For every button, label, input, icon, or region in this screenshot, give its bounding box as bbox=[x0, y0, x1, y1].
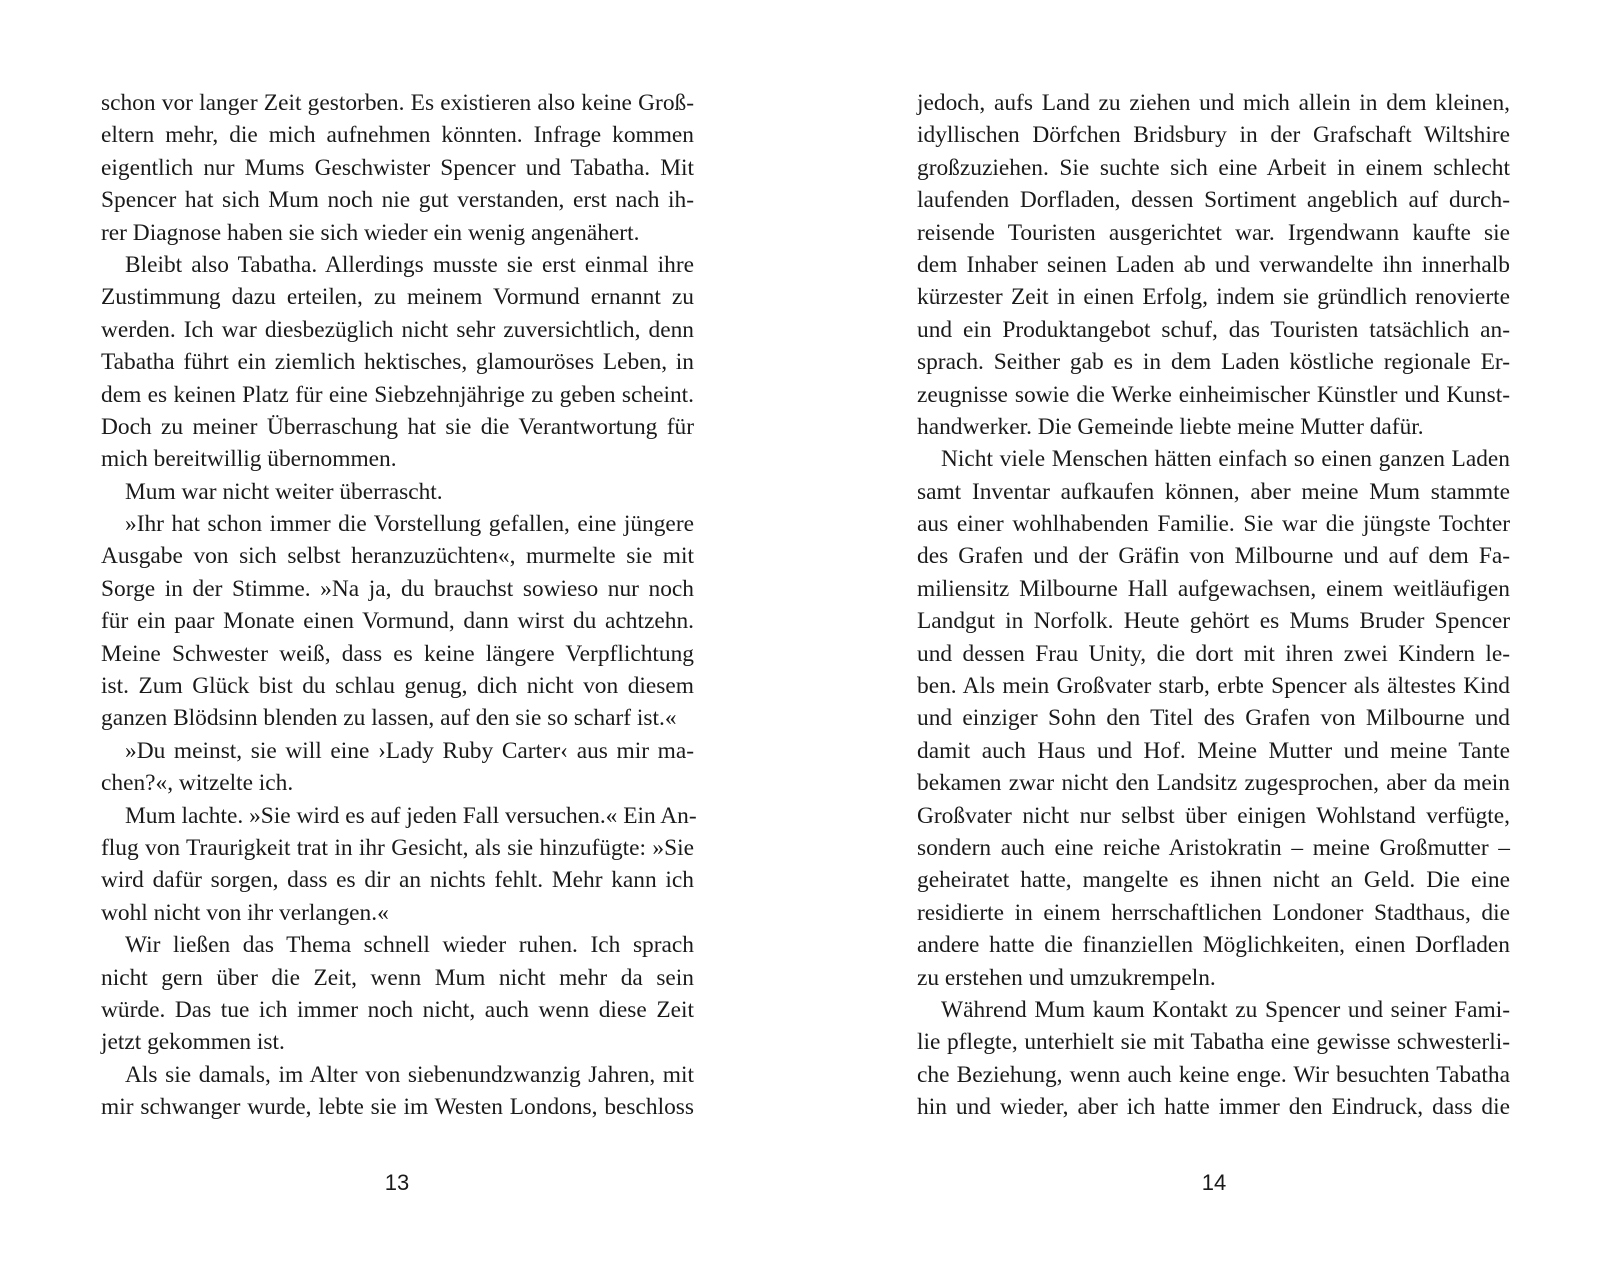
text-line: und ein Produktangebot schuf, das Touristen tatsächlich an- bbox=[917, 316, 1510, 343]
page-number: 14 bbox=[1201, 1170, 1227, 1195]
page-number: 13 bbox=[384, 1170, 410, 1195]
text-line: che Beziehung, wenn auch keine enge. Wir besuchten Tabatha bbox=[917, 1061, 1510, 1088]
text-line: würde. Das tue ich immer noch nicht, auch wenn diese Zeit bbox=[101, 996, 694, 1023]
text-line: werden. Ich war diesbezüglich nicht sehr zuversichtlich, denn bbox=[101, 316, 694, 343]
text-line: mir schwanger wurde, lebte sie im Westen Londons, beschloss bbox=[101, 1094, 694, 1121]
text-line: für ein paar Monate einen Vormund, dann wirst du achtzehn. bbox=[101, 608, 694, 635]
text-line: »Du meinst, sie will eine ›Lady Ruby Carter‹ aus mir ma- bbox=[125, 737, 694, 764]
text-line: zu erstehen und umzukrempeln. bbox=[917, 964, 1216, 991]
text-line: rer Diagnose haben sie sich wieder ein wenig angenähert. bbox=[101, 219, 640, 246]
text-line: laufenden Dorfladen, dessen Sortiment angeblich auf durch- bbox=[917, 187, 1510, 214]
text-line: damit auch Haus und Hof. Meine Mutter und meine Tante bbox=[917, 737, 1510, 764]
text-line: ben. Als mein Großvater starb, erbte Spencer als ältestes Kind bbox=[917, 673, 1510, 700]
text-line: Großvater nicht nur selbst über einigen Wohlstand verfügte, bbox=[917, 802, 1510, 829]
page-text bbox=[101, 87, 697, 1124]
page-text bbox=[917, 87, 1510, 1124]
text-line: jetzt gekommen ist. bbox=[101, 1029, 285, 1056]
text-line: Meine Schwester weiß, dass es keine längere Verpflichtung bbox=[101, 640, 694, 667]
text-line: Spencer hat sich Mum noch nie gut verstanden, erst nach ih- bbox=[101, 187, 694, 214]
text-line: Mum lachte. »Sie wird es auf jeden Fall versuchen.« Ein An- bbox=[125, 802, 697, 829]
text-line: wird dafür sorgen, dass es dir an nichts fehlt. Mehr kann ich bbox=[101, 867, 694, 894]
text-line: Während Mum kaum Kontakt zu Spencer und seiner Fami- bbox=[941, 996, 1510, 1023]
text-line: und einziger Sohn den Titel des Grafen von Milbourne und bbox=[917, 705, 1510, 732]
text-line: Mum war nicht weiter überrascht. bbox=[125, 478, 443, 505]
text-line: nicht gern über die Zeit, wenn Mum nicht mehr da sein bbox=[101, 964, 694, 991]
right-page bbox=[800, 0, 1600, 1274]
text-line: kürzester Zeit in einen Erfolg, indem sie gründlich renovierte bbox=[917, 284, 1510, 311]
text-line: sondern auch eine reiche Aristokratin – meine Großmutter – bbox=[917, 834, 1510, 861]
text-line: ganzen Blödsinn blenden zu lassen, auf den sie so scharf ist.« bbox=[101, 705, 677, 732]
text-line: ist. Zum Glück bist du schlau genug, dich nicht von diesem bbox=[101, 673, 694, 700]
text-line: »Ihr hat schon immer die Vorstellung gefallen, eine jüngere bbox=[125, 511, 694, 538]
text-line: Ausgabe von sich selbst heranzuzüchten«, murmelte sie mit bbox=[101, 543, 694, 570]
text-line: Bleibt also Tabatha. Allerdings musste sie erst einmal ihre bbox=[125, 251, 694, 278]
text-line: jedoch, aufs Land zu ziehen und mich allein in dem kleinen, bbox=[917, 90, 1510, 116]
text-line: und dessen Frau Unity, die dort mit ihren zwei Kindern le- bbox=[917, 640, 1510, 667]
text-line: lie pflegte, unterhielt sie mit Tabatha eine gewisse schwesterli- bbox=[917, 1029, 1510, 1056]
text-line: schon vor langer Zeit gestorben. Es existieren also keine Groß- bbox=[101, 90, 694, 116]
text-line: miliensitz Milbourne Hall aufgewachsen, einem weitläufigen bbox=[917, 575, 1510, 602]
text-line: handwerker. Die Gemeinde liebte meine Mutter dafür. bbox=[917, 413, 1424, 440]
text-line: Landgut in Norfolk. Heute gehört es Mums Bruder Spencer bbox=[917, 608, 1510, 635]
text-line: sprach. Seither gab es in dem Laden köstliche regionale Er- bbox=[917, 349, 1510, 376]
text-line: flug von Traurigkeit trat in ihr Gesicht, als sie hinzufügte: »Sie bbox=[101, 834, 694, 861]
text-line: dem es keinen Platz für eine Siebzehnjährige zu geben scheint. bbox=[101, 381, 694, 408]
text-line: idyllischen Dörfchen Bridsbury in der Grafschaft Wiltshire bbox=[917, 122, 1510, 149]
text-line: samt Inventar aufkaufen können, aber meine Mum stammte bbox=[917, 478, 1510, 505]
text-line: mich bereitwillig übernommen. bbox=[101, 446, 397, 473]
text-line: hin und wieder, aber ich hatte immer den Eindruck, dass die bbox=[917, 1094, 1510, 1121]
text-line: des Grafen und der Gräfin von Milbourne und auf dem Fa- bbox=[917, 543, 1510, 570]
text-line: chen?«, witzelte ich. bbox=[101, 770, 294, 797]
text-line: wohl nicht von ihr verlangen.« bbox=[101, 899, 389, 926]
text-line: aus einer wohlhabenden Familie. Sie war die jüngste Tochter bbox=[917, 511, 1510, 538]
text-line: geheiratet hatte, mangelte es ihnen nicht an Geld. Die eine bbox=[917, 867, 1510, 894]
text-line: zeugnisse sowie die Werke einheimischer Künstler und Kunst- bbox=[917, 381, 1510, 408]
text-line: reisende Touristen ausgerichtet war. Irgendwann kaufte sie bbox=[917, 219, 1510, 246]
text-line: Doch zu meiner Überraschung hat sie die Verantwortung für bbox=[101, 413, 694, 440]
text-line: Tabatha führt ein ziemlich hektisches, glamouröses Leben, in bbox=[101, 349, 694, 376]
text-line: Als sie damals, im Alter von siebenundzwanzig Jahren, mit bbox=[125, 1061, 694, 1088]
text-line: Sorge in der Stimme. »Na ja, du brauchst sowieso nur noch bbox=[101, 575, 694, 602]
text-line: bekamen zwar nicht den Landsitz zugesprochen, aber da mein bbox=[917, 770, 1510, 797]
text-line: andere hatte die finanziellen Möglichkeiten, einen Dorfladen bbox=[917, 932, 1510, 959]
text-line: großzuziehen. Sie suchte sich eine Arbeit in einem schlecht bbox=[917, 154, 1510, 181]
text-line: Wir ließen das Thema schnell wieder ruhen. Ich sprach bbox=[125, 932, 694, 959]
text-line: Zustimmung dazu erteilen, zu meinem Vormund ernannt zu bbox=[101, 284, 694, 311]
text-line: Nicht viele Menschen hätten einfach so einen ganzen Laden bbox=[941, 446, 1510, 473]
text-line: residierte in einem herrschaftlichen Londoner Stadthaus, die bbox=[917, 899, 1510, 926]
text-line: eltern mehr, die mich aufnehmen könnten. Infrage kommen bbox=[101, 122, 694, 149]
text-line: dem Inhaber seinen Laden ab und verwandelte ihn innerhalb bbox=[917, 251, 1510, 278]
text-line: eigentlich nur Mums Geschwister Spencer und Tabatha. Mit bbox=[101, 154, 694, 181]
